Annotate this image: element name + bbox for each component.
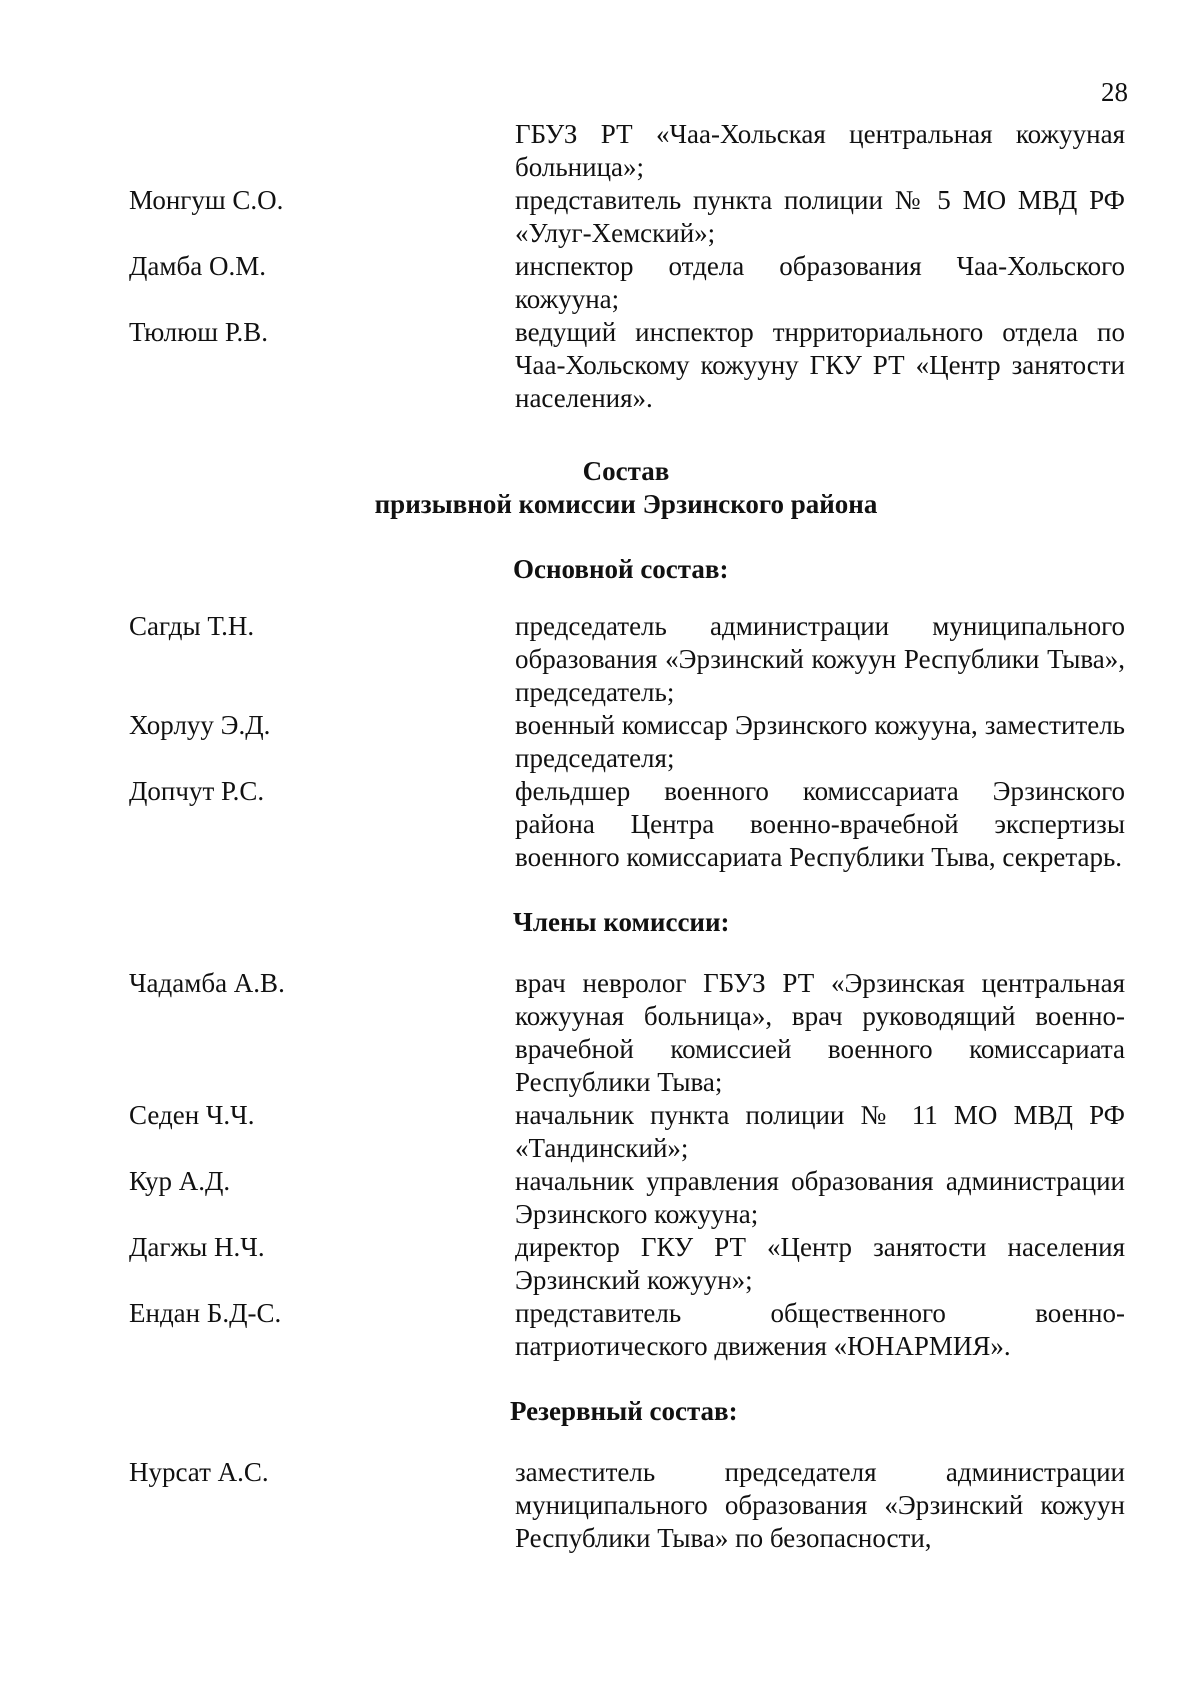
member-role: представитель пункта полиции № 5 МО МВД РФ «Улуг-Хемский»;: [515, 185, 1125, 248]
member-role: председатель администрации муниципального образования «Эрзинский кожуун Республики Тыва», председатель;: [515, 611, 1125, 707]
page-number: 28: [1101, 77, 1128, 107]
section-label-main: Основной состав:: [513, 554, 729, 584]
members-list: [0, 967, 1200, 1363]
commission-heading: [0, 455, 1200, 521]
member-name: Монгуш С.О.: [129, 185, 284, 215]
continued-list: [0, 118, 1200, 415]
document-content: [0, 118, 1200, 1555]
heading-line-1: Состав: [582, 456, 670, 486]
member-name: Дамба О.М.: [129, 251, 266, 281]
member-name: Седен Ч.Ч.: [129, 1100, 255, 1130]
list-item: [0, 610, 1200, 709]
member-role: врач невролог ГБУЗ РТ «Эрзинская центральная кожууная больница», врач руководящий военно-врачебной комиссией военного комиссариата Республики Тыва;: [515, 968, 1125, 1097]
list-item: [0, 967, 1200, 1099]
list-item: [0, 1297, 1200, 1363]
member-name: Допчут Р.С.: [129, 776, 265, 806]
list-item: [0, 709, 1200, 775]
member-role: начальник управления образования администрации Эрзинского кожууна;: [515, 1166, 1125, 1229]
section-label-reserve: Резервный состав:: [510, 1396, 738, 1426]
member-role: инспектор отдела образования Чаа-Хольского кожууна;: [515, 251, 1125, 314]
list-item: [0, 1231, 1200, 1297]
list-item: [0, 1456, 1200, 1555]
list-item: [0, 1099, 1200, 1165]
list-item: [0, 775, 1200, 874]
section-label-members: Члены комиссии:: [513, 907, 730, 937]
list-item: [0, 184, 1200, 250]
member-name: Тюлюш Р.В.: [129, 317, 268, 347]
member-role: заместитель председателя администрации муниципального образования «Эрзинский кожуун Республики Тыва» по безопасности,: [515, 1457, 1125, 1553]
member-role: ведущий инспектор тнрриториального отдела по Чаа-Хольскому кожууну ГКУ РТ «Центр занятости населения».: [515, 317, 1125, 413]
member-name: Дагжы Н.Ч.: [129, 1232, 265, 1262]
member-role: военный комиссар Эрзинского кожууна, заместитель председателя;: [515, 710, 1125, 773]
member-name: Хорлуу Э.Д.: [129, 710, 271, 740]
heading-line-2: призывной комиссии Эрзинского района: [374, 489, 878, 519]
member-name: Чадамба А.В.: [129, 968, 285, 998]
member-name: Нурсат А.С.: [129, 1457, 269, 1487]
list-item: [0, 316, 1200, 415]
member-name: Сагды Т.Н.: [129, 611, 255, 641]
member-role: директор ГКУ РТ «Центр занятости населения Эрзинский кожуун»;: [515, 1232, 1125, 1295]
reserve-list: [0, 1456, 1200, 1555]
list-item: [0, 118, 1200, 184]
member-name: Кур А.Д.: [129, 1166, 231, 1196]
member-role: представитель общественного военно-патриотического движения «ЮНАРМИЯ».: [515, 1298, 1125, 1361]
member-name: Ендан Б.Д-С.: [129, 1298, 282, 1328]
member-role: начальник пункта полиции № 11 МО МВД РФ «Тандинский»;: [515, 1100, 1125, 1163]
main-list: [0, 610, 1200, 874]
list-item: [0, 1165, 1200, 1231]
member-role: фельдшер военного комиссариата Эрзинского района Центра военно-врачебной экспертизы военного комиссариата Республики Тыва, секретарь.: [515, 776, 1125, 872]
member-role: ГБУЗ РТ «Чаа-Хольская центральная кожууная больница»;: [515, 119, 1125, 182]
list-item: [0, 250, 1200, 316]
